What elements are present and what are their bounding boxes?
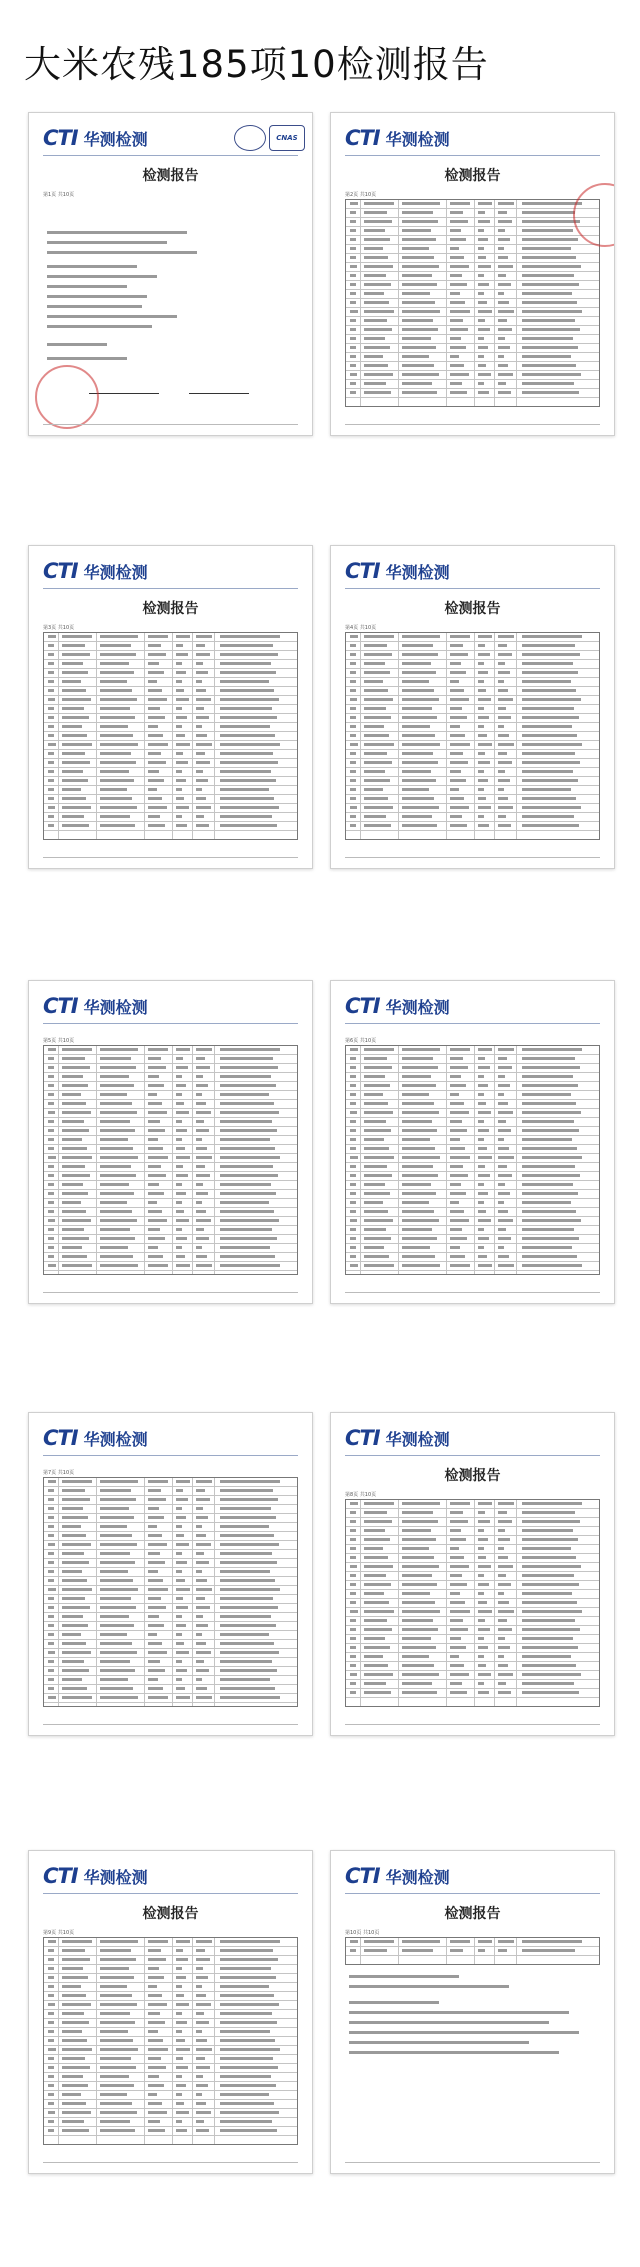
table-row xyxy=(346,1217,599,1226)
report-title: 检测报告 xyxy=(142,1906,199,1922)
table-row xyxy=(346,714,599,723)
table-row xyxy=(346,209,599,218)
table-row xyxy=(346,1581,599,1590)
table-row xyxy=(44,1577,297,1586)
table-row xyxy=(44,777,297,786)
table-row xyxy=(346,1082,599,1091)
table-row xyxy=(346,299,599,308)
table-row xyxy=(346,1163,599,1172)
cti-logo: CTI 华测检测 xyxy=(345,1864,450,1888)
table-row xyxy=(346,1118,599,1127)
table-row xyxy=(44,1127,297,1136)
page-heading: 大米农残185项10检测报告 xyxy=(24,43,489,86)
table-row xyxy=(44,759,297,768)
table-row xyxy=(346,1689,599,1698)
table-row xyxy=(346,1563,599,1572)
table-row xyxy=(44,2127,297,2136)
table-row xyxy=(346,1509,599,1518)
table-row xyxy=(346,1100,599,1109)
table-row xyxy=(346,669,599,678)
table-row xyxy=(44,1082,297,1091)
table-row xyxy=(44,687,297,696)
table-row xyxy=(346,1599,599,1608)
table-row xyxy=(346,741,599,750)
results-table xyxy=(345,1045,600,1275)
table-row xyxy=(346,1190,599,1199)
table-row xyxy=(44,1145,297,1154)
table-row xyxy=(346,660,599,669)
table-row xyxy=(44,1631,297,1640)
table-row xyxy=(346,344,599,353)
table-row xyxy=(44,1685,297,1694)
report-page-6 xyxy=(330,980,615,1304)
table-row xyxy=(44,1154,297,1163)
table-row xyxy=(44,642,297,651)
table-row xyxy=(44,1262,297,1271)
table-row xyxy=(346,317,599,326)
table-row xyxy=(44,1523,297,1532)
table-row xyxy=(44,1496,297,1505)
report-page-7 xyxy=(28,1412,313,1736)
table-row xyxy=(346,696,599,705)
report-page-3 xyxy=(28,545,313,869)
table-row xyxy=(346,1653,599,1662)
table-row xyxy=(346,687,599,696)
table-row xyxy=(44,669,297,678)
table-row xyxy=(346,1680,599,1689)
table-row xyxy=(346,1181,599,1190)
table-row xyxy=(44,2010,297,2019)
table-row xyxy=(346,308,599,317)
table-row xyxy=(44,2046,297,2055)
table-row xyxy=(44,696,297,705)
table-row xyxy=(44,1055,297,1064)
report-title: 检测报告 xyxy=(444,1468,501,1484)
table-row xyxy=(44,1586,297,1595)
table-row xyxy=(44,2055,297,2064)
table-row xyxy=(44,1640,297,1649)
table-row xyxy=(346,723,599,732)
report-page-5 xyxy=(28,980,313,1304)
table-row xyxy=(44,1956,297,1965)
report-page-10 xyxy=(330,1850,615,2174)
table-row xyxy=(44,1541,297,1550)
table-row xyxy=(44,1505,297,1514)
table-row xyxy=(346,1527,599,1536)
table-row xyxy=(44,1658,297,1667)
report-page-1 xyxy=(28,112,313,436)
table-row xyxy=(346,200,599,209)
cti-logo: CTI 华测检测 xyxy=(43,994,148,1018)
page-number: 第7页 共10页 xyxy=(43,1470,75,1476)
table-row xyxy=(346,1572,599,1581)
report-title: 检测报告 xyxy=(444,1906,501,1922)
accreditation-globe-icon xyxy=(234,125,266,151)
table-row xyxy=(346,1073,599,1082)
page-number: 第1页 共10页 xyxy=(43,192,75,198)
table-row xyxy=(44,2028,297,2037)
table-row xyxy=(44,750,297,759)
table-row xyxy=(44,660,297,669)
signature xyxy=(189,383,249,394)
table-row xyxy=(44,1100,297,1109)
table-row xyxy=(44,804,297,813)
table-row xyxy=(44,813,297,822)
cti-logo: CTI 华测检测 xyxy=(43,1426,148,1450)
table-row xyxy=(44,1190,297,1199)
table-row xyxy=(44,786,297,795)
table-row xyxy=(346,1226,599,1235)
table-row xyxy=(346,290,599,299)
cti-logo: CTI 华测检测 xyxy=(345,559,450,583)
cti-logo: CTI 华测检测 xyxy=(43,1864,148,1888)
signature xyxy=(89,383,159,394)
report-title: 检测报告 xyxy=(444,601,501,617)
table-row xyxy=(346,1671,599,1680)
results-table xyxy=(345,199,600,407)
table-row xyxy=(44,2064,297,2073)
table-row xyxy=(346,236,599,245)
table-row xyxy=(346,380,599,389)
page-number: 第2页 共10页 xyxy=(345,192,377,198)
table-row xyxy=(346,353,599,362)
table-row xyxy=(44,1163,297,1172)
table-row xyxy=(346,1590,599,1599)
table-row xyxy=(346,218,599,227)
table-row xyxy=(346,1208,599,1217)
table-row xyxy=(44,822,297,831)
table-row xyxy=(44,1667,297,1676)
table-row xyxy=(346,633,599,642)
table-row xyxy=(44,2082,297,2091)
table-row xyxy=(346,651,599,660)
table-row xyxy=(346,1199,599,1208)
table-row xyxy=(346,642,599,651)
table-row xyxy=(346,1262,599,1271)
table-row xyxy=(44,2037,297,2046)
table-row xyxy=(346,1626,599,1635)
page-number: 第6页 共10页 xyxy=(345,1038,377,1044)
table-row xyxy=(346,272,599,281)
table-row xyxy=(346,1091,599,1100)
table-row xyxy=(44,1514,297,1523)
table-row xyxy=(44,1938,297,1947)
table-row xyxy=(44,1046,297,1055)
results-table xyxy=(43,632,298,840)
table-row xyxy=(346,326,599,335)
table-row xyxy=(44,651,297,660)
table-row xyxy=(44,732,297,741)
report-title: 检测报告 xyxy=(142,601,199,617)
table-row xyxy=(346,768,599,777)
table-row xyxy=(44,1622,297,1631)
table-row xyxy=(346,813,599,822)
table-row xyxy=(346,1046,599,1055)
table-row xyxy=(44,1613,297,1622)
table-row xyxy=(346,1617,599,1626)
table-row xyxy=(44,1199,297,1208)
table-row xyxy=(346,1662,599,1671)
table-row xyxy=(44,1595,297,1604)
table-row xyxy=(346,1947,599,1956)
table-row xyxy=(44,1694,297,1703)
table-row xyxy=(346,1064,599,1073)
table-row xyxy=(44,1974,297,1983)
table-row xyxy=(346,1938,599,1947)
table-row xyxy=(44,1947,297,1956)
table-row xyxy=(44,2118,297,2127)
table-row xyxy=(346,1127,599,1136)
report-page-8 xyxy=(330,1412,615,1736)
table-row xyxy=(44,1532,297,1541)
report-page-2 xyxy=(330,112,615,436)
table-row xyxy=(44,1604,297,1613)
table-row xyxy=(346,362,599,371)
results-table xyxy=(345,1499,600,1707)
cti-logo: CTI 华测检测 xyxy=(345,126,450,150)
page-number: 第4页 共10页 xyxy=(345,625,377,631)
cnas-badge: CNAS xyxy=(269,125,305,151)
table-row xyxy=(346,245,599,254)
table-row xyxy=(44,1550,297,1559)
table-row xyxy=(44,1983,297,1992)
cti-logo: CTI 华测检测 xyxy=(345,994,450,1018)
table-row xyxy=(44,1208,297,1217)
table-row xyxy=(346,1154,599,1163)
table-row xyxy=(44,2091,297,2100)
table-row xyxy=(44,2100,297,2109)
table-row xyxy=(44,1244,297,1253)
page-number: 第5页 共10页 xyxy=(43,1038,75,1044)
table-row xyxy=(346,1635,599,1644)
table-row xyxy=(346,1545,599,1554)
page-number: 第10页 共10页 xyxy=(345,1930,380,1936)
report-title: 检测报告 xyxy=(444,168,501,184)
cti-logo: CTI 华测检测 xyxy=(43,126,148,150)
table-row xyxy=(44,2001,297,2010)
page-number: 第3页 共10页 xyxy=(43,625,75,631)
table-row xyxy=(346,1136,599,1145)
table-row xyxy=(346,227,599,236)
table-row xyxy=(346,1608,599,1617)
table-row xyxy=(44,714,297,723)
table-row xyxy=(44,2109,297,2118)
table-row xyxy=(346,1055,599,1064)
table-row xyxy=(346,1500,599,1509)
table-row xyxy=(44,768,297,777)
table-row xyxy=(44,1064,297,1073)
table-row xyxy=(346,1145,599,1154)
report-page-4 xyxy=(330,545,615,869)
table-row xyxy=(44,1118,297,1127)
table-row xyxy=(346,732,599,741)
table-row xyxy=(346,705,599,714)
table-row xyxy=(44,1235,297,1244)
table-row xyxy=(346,254,599,263)
table-row xyxy=(44,705,297,714)
table-row xyxy=(44,2019,297,2028)
page-number: 第9页 共10页 xyxy=(43,1930,75,1936)
results-table xyxy=(43,1477,298,1707)
report-page-9 xyxy=(28,1850,313,2174)
table-row xyxy=(44,1965,297,1974)
table-row xyxy=(44,633,297,642)
cti-logo: CTI 华测检测 xyxy=(43,559,148,583)
table-row xyxy=(44,1073,297,1082)
table-row xyxy=(346,1518,599,1527)
table-row xyxy=(346,1536,599,1545)
results-table xyxy=(43,1045,298,1275)
table-row xyxy=(44,741,297,750)
table-row xyxy=(44,1253,297,1262)
cti-logo: CTI 华测检测 xyxy=(345,1426,450,1450)
table-row xyxy=(346,1644,599,1653)
table-row xyxy=(346,777,599,786)
table-row xyxy=(346,822,599,831)
page-number: 第8页 共10页 xyxy=(345,1492,377,1498)
table-row xyxy=(346,1244,599,1253)
table-row xyxy=(346,281,599,290)
table-row xyxy=(44,1559,297,1568)
table-row xyxy=(44,1992,297,2001)
red-seal xyxy=(35,365,99,429)
table-row xyxy=(44,678,297,687)
table-row xyxy=(44,1172,297,1181)
table-row xyxy=(44,1226,297,1235)
table-row xyxy=(44,1091,297,1100)
table-row xyxy=(44,1109,297,1118)
results-table xyxy=(345,1937,600,1965)
table-row xyxy=(346,804,599,813)
table-row xyxy=(44,1676,297,1685)
table-row xyxy=(346,759,599,768)
table-row xyxy=(44,1478,297,1487)
table-row xyxy=(44,1217,297,1226)
table-row xyxy=(346,335,599,344)
table-row xyxy=(44,795,297,804)
table-row xyxy=(346,1109,599,1118)
table-row xyxy=(44,1181,297,1190)
table-row xyxy=(44,1649,297,1658)
table-row xyxy=(44,1136,297,1145)
table-row xyxy=(346,389,599,398)
table-row xyxy=(346,371,599,380)
table-row xyxy=(346,1253,599,1262)
table-row xyxy=(44,1487,297,1496)
table-row xyxy=(346,678,599,687)
table-row xyxy=(346,1554,599,1563)
table-row xyxy=(346,1235,599,1244)
table-row xyxy=(44,1568,297,1577)
table-row xyxy=(44,723,297,732)
table-row xyxy=(44,2073,297,2082)
report-title: 检测报告 xyxy=(142,168,199,184)
table-row xyxy=(346,750,599,759)
table-row xyxy=(346,786,599,795)
table-row xyxy=(346,263,599,272)
table-row xyxy=(346,1172,599,1181)
results-table xyxy=(43,1937,298,2145)
results-table xyxy=(345,632,600,840)
table-row xyxy=(346,795,599,804)
